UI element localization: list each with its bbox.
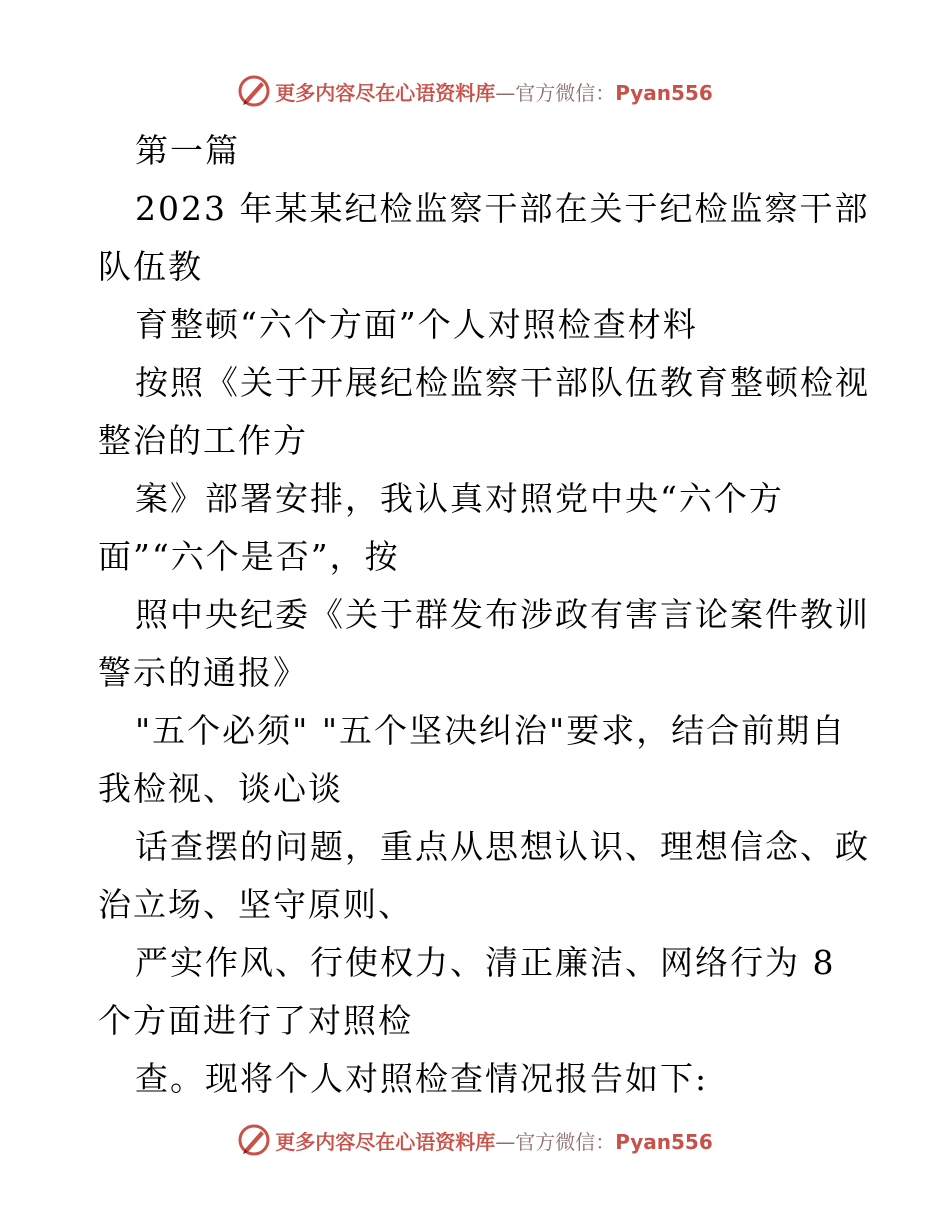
- watermark-wechat-label: 官方微信：: [515, 1129, 616, 1154]
- text-line: 治立场、坚守原则、: [98, 885, 413, 924]
- text-line: 按照《关于开展纪检监察干部队伍教育整顿检视: [135, 363, 870, 402]
- text-line: 严实作风、行使权力、清正廉洁、网络行为 8: [135, 943, 836, 982]
- text-line: 育整顿“六个方面”个人对照检查材料: [135, 305, 698, 344]
- watermark-dash: —: [495, 80, 516, 105]
- watermark-dash: —: [495, 1129, 516, 1154]
- text-line: 面”“六个是否”，按: [98, 537, 400, 576]
- text-line: 第一篇: [135, 131, 240, 170]
- text-line: 队伍教: [98, 247, 203, 286]
- document-body: [98, 122, 868, 1108]
- pen-logo-icon: [237, 74, 271, 108]
- text-line: 警示的通报》: [98, 653, 308, 692]
- text-line: 照中央纪委《关于群发布涉政有害言论案件教训: [135, 595, 870, 634]
- watermark-site-name: 更多内容尽在心语资料库: [275, 1129, 496, 1154]
- watermark-wechat-id: Pyan556: [615, 80, 713, 105]
- text-line: "五个必须" "五个坚决纠治"要求，结合前期自: [135, 711, 847, 750]
- text-line: 话查摆的问题，重点从思想认识、理想信念、政: [135, 827, 870, 866]
- watermark-site-name: 更多内容尽在心语资料库: [275, 80, 496, 105]
- text-line: 我检视、谈心谈: [98, 769, 343, 808]
- text-line: 整治的工作方: [98, 421, 308, 460]
- watermark-wechat-label: 官方微信：: [515, 80, 616, 105]
- text-line: 个方面进行了对照检: [98, 1001, 413, 1040]
- pen-logo-icon: [237, 1123, 271, 1157]
- text-line: 2023 年某某纪检监察干部在关于纪检监察干部: [135, 189, 870, 228]
- watermark-wechat-id: Pyan556: [615, 1129, 713, 1154]
- text-line: 查。现将个人对照检查情况报告如下:: [135, 1059, 709, 1098]
- footer-watermark: [0, 1120, 950, 1160]
- header-watermark: [0, 71, 950, 111]
- text-line: 案》部署安排，我认真对照党中央“六个方: [135, 479, 784, 518]
